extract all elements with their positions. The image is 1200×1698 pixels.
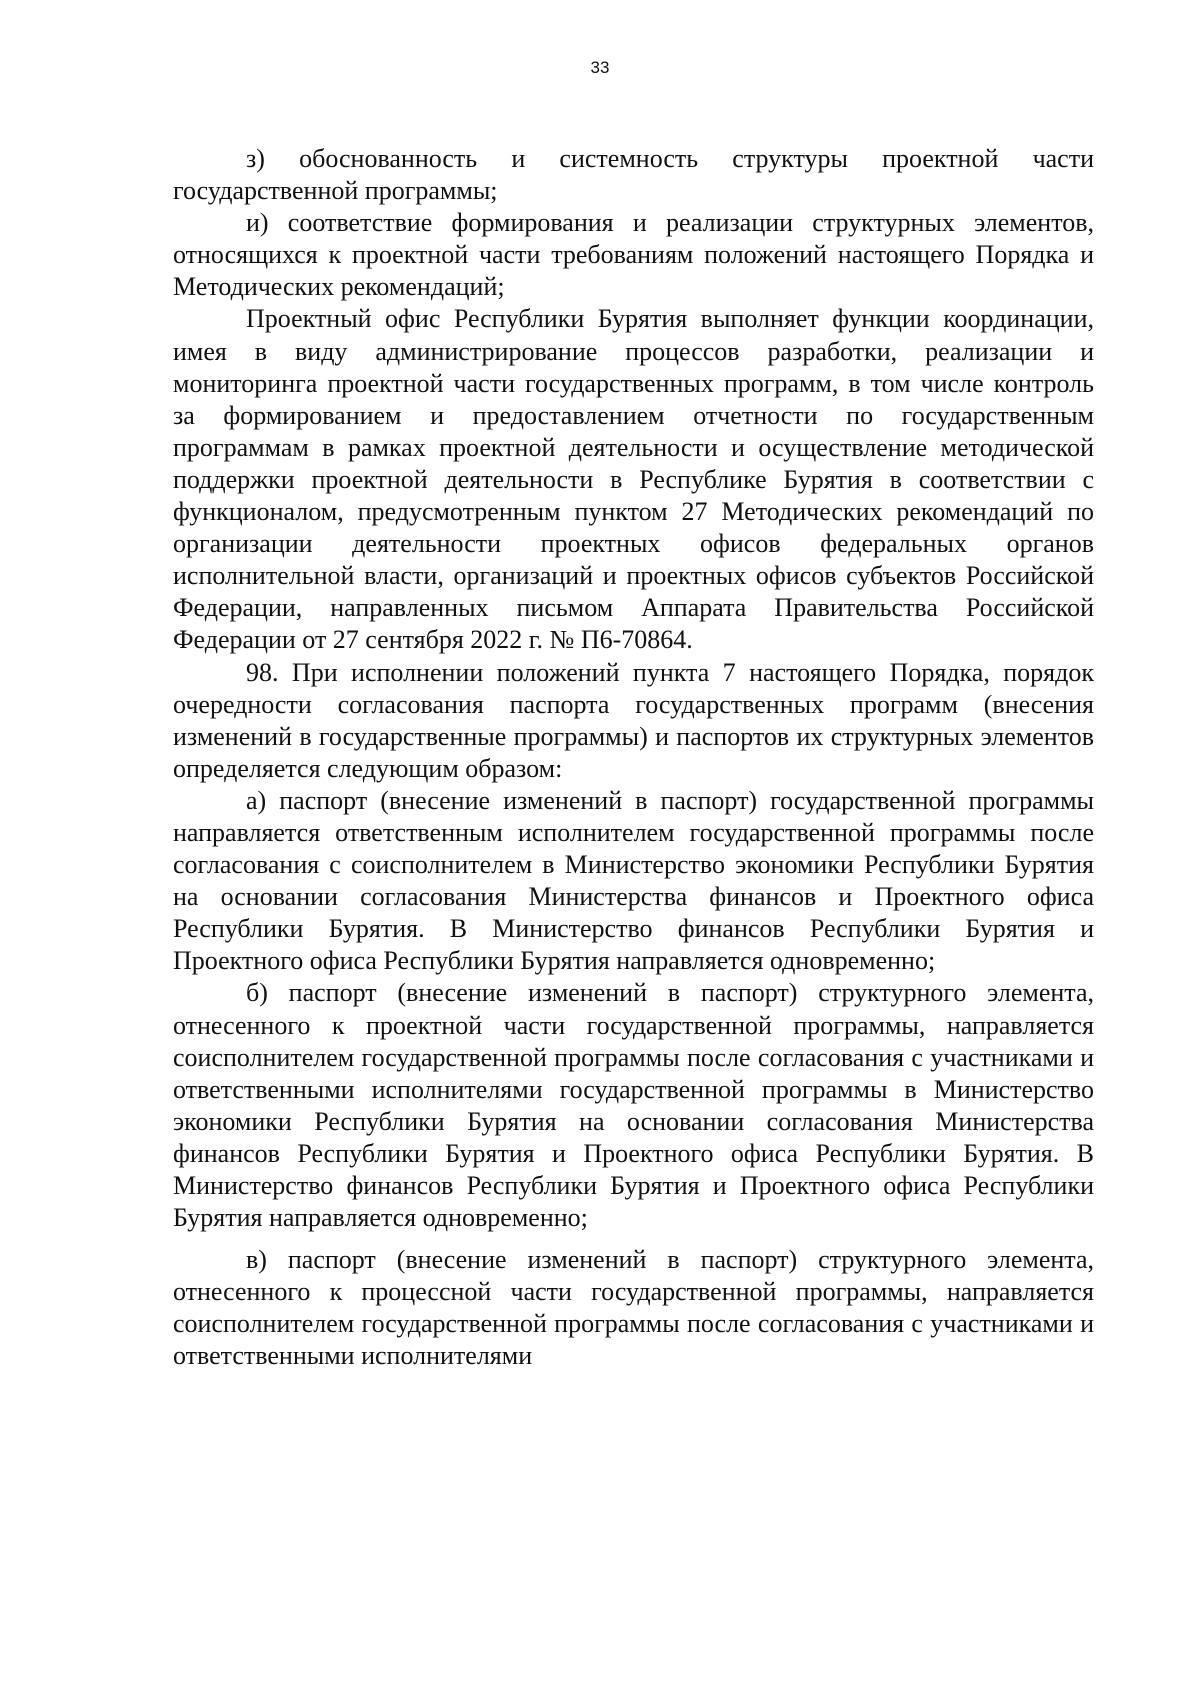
paragraph-v: в) паспорт (внесение изменений в паспорт) структурного элемента, отнесенного к процессной части государственной программы, направляется соисполнителем государственной программы после согласования с участниками и ответственными исполнителями — [173, 1245, 1094, 1371]
paragraph-i: и) соответствие формирования и реализации структурных элементов, относящихся к проектной части требованиям положений настоящего Порядка и Методических рекомендаций; — [173, 208, 1094, 302]
paragraph-a: а) паспорт (внесение изменений в паспорт) государственной программы направляется ответственным исполнителем государственной программы после согласования с соисполнителем в Министерство экономики Республики Бурятия на основании согласования Министерства финансов и Проектного офиса Республики Бурятия. В Министерство финансов Республики Бурятия и Проектного офиса Республики Бурятия направляется одновременно; — [173, 785, 1094, 976]
paragraph-98: 98. При исполнении положений пункта 7 настоящего Порядка, порядок очередности согласования паспорта государственных программ (внесения изменений в государственные программы) и паспортов их структурных элементов определяется следующим образом: — [173, 657, 1094, 783]
document-body — [173, 143, 1094, 1373]
paragraph-z: з) обоснованность и системность структуры проектной части государственной программы; — [173, 144, 1094, 206]
paragraph-b: б) паспорт (внесение изменений в паспорт) структурного элемента, отнесенного к проектной части государственной программы, направляется соисполнителем государственной программы после согласования с участниками и ответственными исполнителями государственной программы в Министерство экономики Республики Бурятия на основании согласования Министерства финансов Республики Бурятия и Проектного офиса Республики Бурятия. В Министерство финансов Республики Бурятия и Проектного офиса Республики Бурятия направляется одновременно; — [173, 978, 1094, 1233]
paragraph-project-office: Проектный офис Республики Бурятия выполняет функции координации, имея в виду администрирование процессов разработки, реализации и мониторинга проектной части государственных программ, в том числе контроль за формированием и предоставлением отчетности по государственным программам в рамках проектной деятельности и осуществление методической поддержки проектной деятельности в Республике Бурятия в соответствии с функционалом, предусмотренным пунктом 27 Методических рекомендаций по организации деятельности проектных офисов федеральных органов исполнительной власти, организаций и проектных офисов субъектов Российской Федерации, направленных письмом Аппарата Правительства Российской Федерации от 27 сентября 2022 г. № П6-70864. — [173, 304, 1094, 655]
page-number: 33 — [590, 58, 610, 77]
